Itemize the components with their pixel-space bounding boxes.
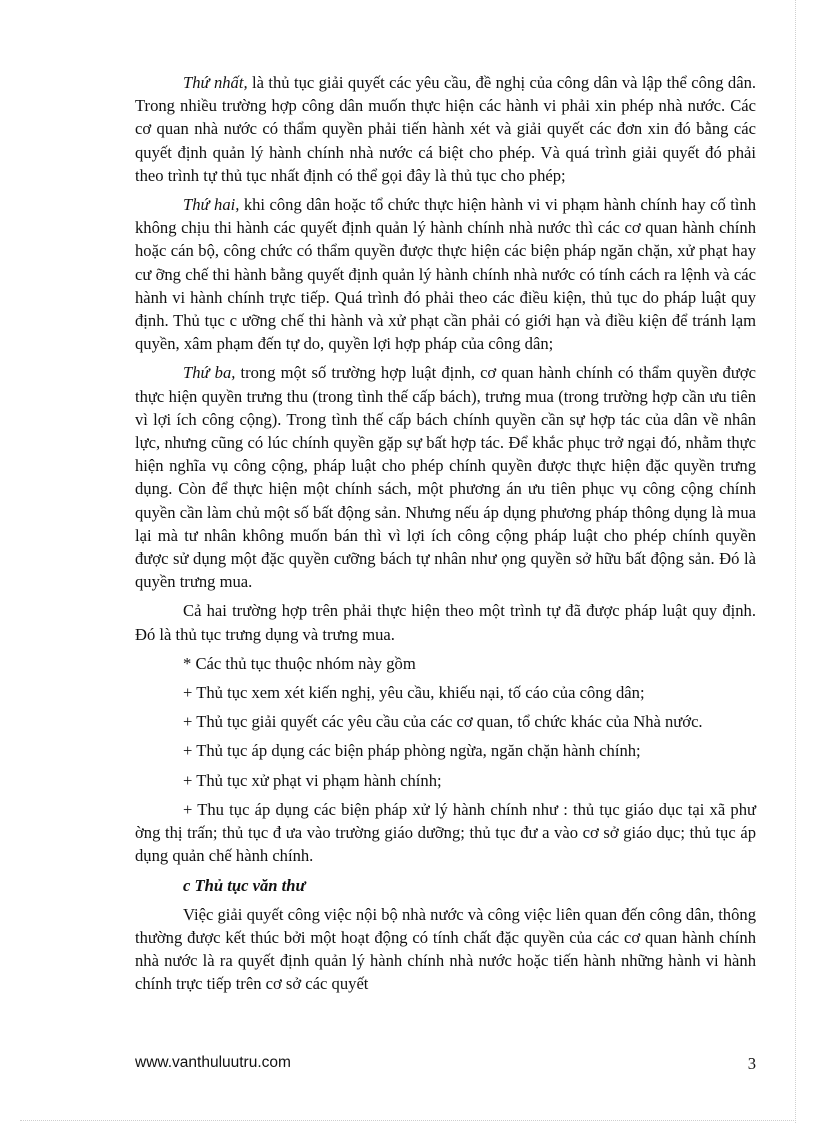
list-item: + Thủ tục xử phạt vi phạm hành chính; <box>183 770 442 790</box>
page-edge-right <box>795 0 796 1123</box>
paragraph-lead: Thứ nhất, <box>183 73 248 92</box>
paragraph-text: khi công dân hoặc tổ chức thực hiện hành vi vi phạm hành chính hay cố tình không chịu thi hành các quyết định quản lý hành chính nhà nước thì các cơ quan hành chính hoặc cán bộ, công chức có thẩm quyền được thực hiện các biện pháp ngăn chặn, xử phạt hay cư ỡng chế thi hành bằng quyết định quản lý hành chính nhà nước có tính cách ra lệnh và các hành vi hành chính trực tiếp. Quá trình đó phải theo các điều kiện, thủ tục do pháp luật quy định. Thủ tục c ưỡng chế thi hành và xử phạt cần phải có giới hạn và điều kiện để tránh lạm quyền, xâm phạm đến tự do, quyền lợi hợp pháp của công dân; <box>135 195 757 354</box>
list-intro: * Các thủ tục thuộc nhóm này gồm <box>183 653 416 673</box>
paragraph-thu-hai <box>135 193 756 355</box>
paragraph-van-thu: Việc giải quyết công việc nội bộ nhà nước và công việc liên quan đến công dân, thông thường được kết thúc bởi một hoạt động có tính chất đặc quyền của các cơ quan hành chính nhà nước là ra quyết định quản lý hành chính nhà nước hoặc tiến hành những hành vi hành chính trực tiếp trên cơ sở các quyết <box>135 904 756 994</box>
list-item: + Thủ tục xem xét kiến nghị, yêu cầu, khiếu nại, tố cáo của công dân; <box>183 683 645 703</box>
paragraph-text: là thủ tục giải quyết các yêu cầu, đề nghị của công dân và lập thể công dân. Trong nhiều trường hợp công dân muốn thực hiện các hành vi phải xin phép nhà nước. Các cơ quan nhà nước có thẩm quyền phải tiến hành xét và giải quyết các đơn xin đó bằng các quyết định quản lý hành chính nhà nước cá biệt cho phép. Và quá trình giải quyết đó phải theo trình tự thủ tục nhất định có thể gọi đây là thủ tục cho phép; <box>135 73 757 185</box>
document-body <box>135 71 756 1002</box>
list-item: + Thu tục áp dụng các biện pháp xử lý hành chính như : thủ tục giáo dục tại xã phư ờng thị trấn; thủ tục đ ưa vào trường giáo dưỡng; thủ tục đư a vào cơ sở giáo dục; thủ tục áp dụng quản chế hành chính. <box>135 799 756 866</box>
paragraph-ca-hai: Cả hai trường hợp trên phải thực hiện theo một trình tự đã được pháp luật quy định. Đó là thủ tục trưng dụng và trưng mua. <box>135 601 756 644</box>
page-edge-bottom <box>20 1120 796 1121</box>
paragraph-text: trong một số trường hợp luật định, cơ quan hành chính có thẩm quyền được thực hiện quyền trưng thu (trong tình thế cấp bách), trưng mua (trong trường hợp cần ưu tiên vì lợi ích công cộng). Trong tình thế cấp bách chính quyền cần sự hợp tác của dân về nhân lực, nhưng cũng có lúc chính quyền gặp sự bất hợp tác. Để khắc phục trở ngại đó, nhằm thực hiện nghĩa vụ công cộng, pháp luật cho phép chính quyền được thực hiện đặc quyền trưng dụng. Còn để thực hiện một chính sách, một phương án ưu tiên phục vụ công cộng chính quyền cần làm chủ một số bất động sản. Nhưng nếu áp dụng phương pháp thông dụng là mua lại mà tư nhân không muốn bán thì vì lợi ích công cộng pháp luật cho phép chính quyền được sử dụng một đặc quyền cưỡng bách tự nhân như ọng quyền sở hữu bất động sản. Đó là quyền trưng mua. <box>135 363 756 592</box>
paragraph-thu-ba <box>135 361 756 593</box>
list-item: + Thủ tục giải quyết các yêu cầu của các cơ quan, tổ chức khác của Nhà nước. <box>183 712 703 732</box>
section-heading: c Thủ tục văn thư <box>183 875 306 895</box>
list-item: + Thủ tục áp dụng các biện pháp phòng ngừa, ngăn chặn hành chính; <box>183 741 641 761</box>
paragraph-lead: Thứ ba, <box>183 363 236 383</box>
page-footer <box>135 1054 756 1078</box>
paragraph-lead: Thứ hai, <box>183 195 240 215</box>
page-number: 3 <box>747 1054 756 1073</box>
paragraph-thu-nhat <box>135 71 756 187</box>
footer-website: www.vanthuluutru.com <box>135 1054 291 1071</box>
